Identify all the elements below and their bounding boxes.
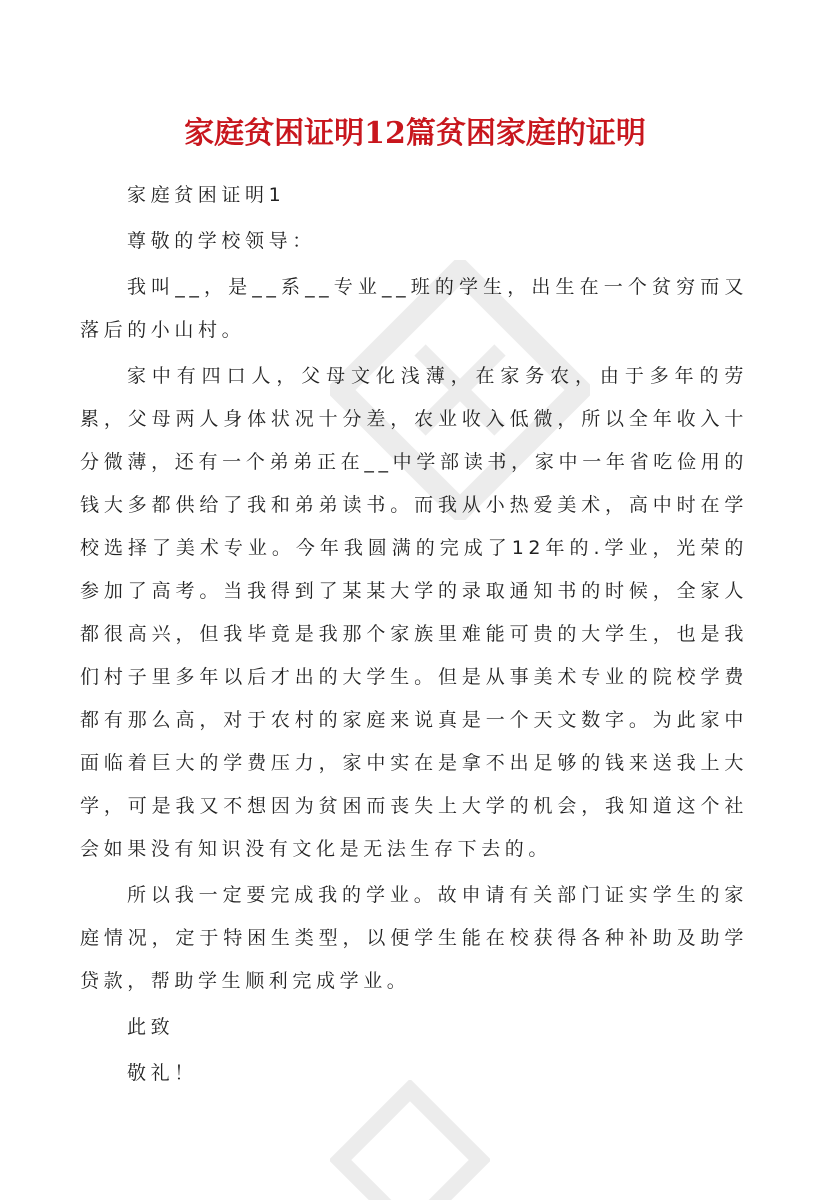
paragraph: 所以我一定要完成我的学业。故申请有关部门证实学生的家庭情况，定于特困生类型，以便学生能在校获得各种补助及助学贷款，帮助学生顺利完成学业。 bbox=[80, 884, 748, 992]
section-heading: 家庭贫困证明1 bbox=[127, 184, 286, 206]
closing: 此致 bbox=[127, 1016, 175, 1038]
paragraph: 家中有四口人，父母文化浅薄，在家务农，由于多年的劳累，父母两人身体状况十分差，农业收入低微，所以全年收入十分微薄，还有一个弟弟正在__中学部读书，家中一年省吃俭用的钱大多都供给了我和弟弟读书。而我从小热爱美术，高中时在学校选择了美术专业。今年我圆满的完成了12年的.学业，光荣的参加了高考。当我得到了某某大学的录取通知书的时候，全家人都很高兴，但我毕竟是我那个家族里难能可贵的大学生，也是我们村子里多年以后才出的大学生。但是从事美术专业的院校学费都有那么高，对于农村的家庭来说真是一个天文数字。为此家中面临着巨大的学费压力，家中实在是拿不出足够的钱来送我上大学，可是我又不想因为贫困而丧失上大学的机会，我知道这个社会如果没有知识没有文化是无法生存下去的。 bbox=[80, 365, 748, 860]
paragraph: 我叫__，是__系__专业__班的学生，出生在一个贫穷而又落后的小山村。 bbox=[80, 276, 748, 341]
document-title: 家庭贫困证明12篇贫困家庭的证明 bbox=[184, 116, 646, 152]
document-body bbox=[80, 174, 748, 1098]
salutation: 尊敬的学校领导： bbox=[127, 230, 316, 252]
watermark-logo-icon bbox=[330, 1080, 490, 1200]
closing-regards: 敬礼！ bbox=[127, 1062, 198, 1084]
